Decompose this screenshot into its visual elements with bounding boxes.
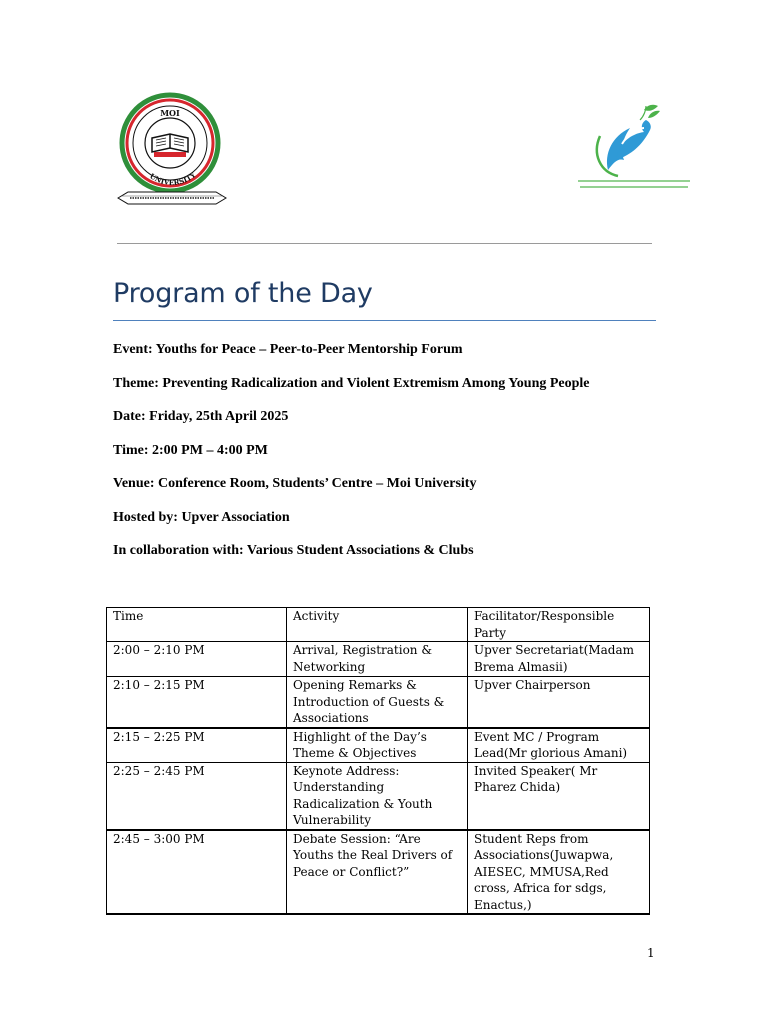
title-underline xyxy=(113,320,656,321)
table-row xyxy=(107,830,650,915)
upver-association-logo xyxy=(578,98,690,194)
header-time: Time xyxy=(107,608,287,642)
row-time: 2:45 – 3:00 PM xyxy=(107,830,287,915)
theme-line: Theme: Preventing Radicalization and Violent Extremism Among Young People xyxy=(113,376,590,391)
header-facilitator: Facilitator/Responsible Party xyxy=(468,608,650,642)
event-line: Event: Youths for Peace – Peer-to-Peer Mentorship Forum xyxy=(113,342,463,357)
header-activity: Activity xyxy=(287,608,468,642)
table-row xyxy=(107,762,650,830)
hosted-by-line: Hosted by: Upver Association xyxy=(113,510,290,525)
table-row xyxy=(107,677,650,728)
schedule-table xyxy=(106,607,650,915)
page-title: Program of the Day xyxy=(113,278,373,309)
header-divider xyxy=(117,243,652,244)
row-time: 2:15 – 2:25 PM xyxy=(107,728,287,763)
row-time: 2:10 – 2:15 PM xyxy=(107,677,287,728)
dove-icon xyxy=(578,98,690,194)
row-activity: Arrival, Registration & Networking xyxy=(287,642,468,677)
page-number: 1 xyxy=(647,946,655,960)
row-activity: Keynote Address: Understanding Radicalization & Youth Vulnerability xyxy=(287,762,468,830)
time-line: Time: 2:00 PM – 4:00 PM xyxy=(113,443,268,458)
row-facilitator: Upver Secretariat(Madam Brema Almasii) xyxy=(468,642,650,677)
table-row xyxy=(107,642,650,677)
row-facilitator: Event MC / Program Lead(Mr glorious Amani) xyxy=(468,728,650,763)
collaboration-line: In collaboration with: Various Student Associations & Clubs xyxy=(113,543,474,558)
row-activity: Highlight of the Day’s Theme & Objectives xyxy=(287,728,468,763)
table-row xyxy=(107,728,650,763)
row-facilitator: Student Reps from Associations(Juwapwa, AIESEC, MMUSA,Red cross, Africa for sdgs, Enactus,) xyxy=(468,830,650,915)
moi-university-emblem-icon xyxy=(112,90,232,215)
venue-line: Venue: Conference Room, Students’ Centre – Moi University xyxy=(113,476,477,491)
row-facilitator: Upver Chairperson xyxy=(468,677,650,728)
row-facilitator: Invited Speaker( Mr Pharez Chida) xyxy=(468,762,650,830)
date-line: Date: Friday, 25th April 2025 xyxy=(113,409,289,424)
moi-university-logo xyxy=(112,90,232,215)
table-header-row xyxy=(107,608,650,642)
row-activity: Debate Session: “Are Youths the Real Drivers of Peace or Conflict?” xyxy=(287,830,468,915)
logo-text-arc: UNIVERSITY xyxy=(148,170,198,188)
row-time: 2:25 – 2:45 PM xyxy=(107,762,287,830)
logo-text-top: MOI xyxy=(160,108,180,118)
row-time: 2:00 – 2:10 PM xyxy=(107,642,287,677)
row-activity: Opening Remarks & Introduction of Guests & Associations xyxy=(287,677,468,728)
